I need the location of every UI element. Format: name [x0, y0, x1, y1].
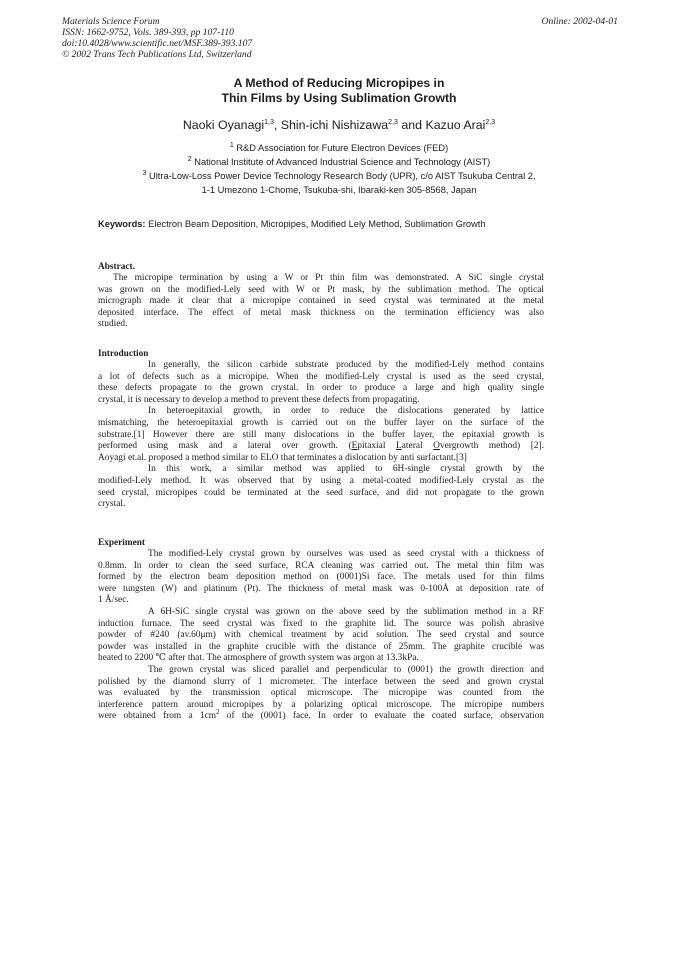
intro-line: Aoyagi et.al. proposed a method similar to ELO that terminates a dislocation by anti surfactant.[3]: [98, 452, 467, 463]
experiment-heading: Experiment: [98, 538, 145, 548]
author-list: Naoki Oyanagi$^{1,3}$, Shin-ichi Nishizawa$^{2,3}$ and Kazuo Arai$^{2,3}$: [182, 118, 496, 132]
intro-line: In this work, a similar method was applied to 6H-single crystal growth by the: [148, 464, 544, 475]
intro-elo-pre: performed using mask and a lateral over growth. (: [98, 441, 352, 452]
author-2-affil: 2,3: [388, 118, 398, 126]
affiliation-2-text: National Institute of Advanced Industrial Science and Technology (AIST): [194, 157, 491, 167]
experiment-line: [98, 708, 544, 723]
paper-title: [0, 76, 678, 106]
experiment-area-post: of the (0001) face. In order to evaluate the coated surface, observation: [219, 711, 544, 722]
intro-line: crystal, it is necessary to develop a method to prevent these defects from propagating.: [98, 394, 420, 405]
abstract-body: [98, 273, 544, 331]
affiliation-1-text: R&D Association for Future Electron Devices (FED): [236, 143, 449, 153]
author-1: Naoki Oyanagi: [182, 118, 265, 132]
author-1-affil: 1,3: [264, 118, 274, 126]
affiliation-2: [80, 155, 598, 169]
experiment-line: powder of #240 (av.60μm) with chemical treatment by acid solution. The seed crystal and source: [98, 630, 544, 641]
experiment-line: A 6H-SiC single crystal was grown on the above seed by the sublimation method in a RF: [148, 606, 544, 617]
affiliation-3: [80, 169, 598, 183]
intro-line: In generally, the silicon carbide substrate produced by the modified-Lely method contains: [148, 360, 544, 370]
title-line-2: Thin Films by Using Sublimation Growth: [221, 91, 457, 105]
intro-elo-post: vergrowth method) [2].: [439, 441, 544, 452]
intro-line: a lot of defects such as a micropipe. When the modified-Lely crystal is used as the seed crystal,: [98, 371, 544, 382]
author-3-affil: 2,3: [485, 118, 496, 126]
experiment-body: [98, 549, 544, 723]
experiment-line: was evaluated by the transmission optical microscope. The micropipe was counted from the: [98, 688, 544, 699]
keywords-label: Keywords:: [98, 219, 146, 229]
intro-line: modified-Lely method. It was observed that by using a metal-coated modified-Lely crystal as the: [98, 475, 544, 486]
abstract-line: was grown on the modified-Lely seed with W or Pt mask, by the sublimation method. The optical: [98, 284, 544, 295]
journal-name: Materials Science Forum: [62, 16, 160, 27]
affiliation-3-cont: 1-1 Umezono 1-Chome, Tsukuba-shi, Ibaraki-ken 305-8568, Japan: [201, 185, 477, 195]
experiment-line: polished by the diamond slurry of 1 micrometer. The interface between the seed and grown crystal: [98, 676, 544, 687]
experiment-line: The grown crystal was sliced parallel and perpendicular to (0001) the growth direction and: [148, 664, 544, 675]
introduction-body: [98, 360, 544, 511]
intro-elo-l: L: [396, 441, 402, 452]
intro-line: crystal.: [98, 499, 126, 510]
intro-elo-epitaxial: pitaxial: [357, 441, 397, 452]
introduction-heading: Introduction: [98, 349, 149, 359]
intro-elo-o: O: [433, 441, 440, 452]
keywords-text: Electron Beam Deposition, Micropipes, Modified Lely Method, Sublimation Growth: [148, 219, 486, 229]
online-date: Online: 2002-04-01: [541, 16, 618, 27]
author-conjunction: and: [401, 118, 423, 132]
author-2: Shin-ichi Nishizawa: [280, 118, 389, 132]
title-line-1: A Method of Reducing Micropipes in: [233, 76, 445, 90]
experiment-line: were tungsten (W) and platinum (Pt). The thickness of metal mask was 0-100Å at deposition rate of: [98, 583, 544, 594]
experiment-line: formed by the electron beam deposition method on (0001)Si face. The metals used for thin films: [98, 572, 544, 583]
intro-elo-e: E: [351, 441, 358, 452]
author-3: Kazuo Arai: [425, 118, 486, 132]
issn-line: ISSN: 1662-9752, Vols. 389-393, pp 107-110: [62, 27, 234, 38]
keywords: [98, 218, 578, 230]
doi-line[interactable]: doi:10.4028/www.scientific.net/MSF.389-393.107: [62, 38, 253, 49]
abstract-heading: Abstract.: [98, 262, 135, 272]
affiliations: [80, 141, 598, 197]
intro-line: substrate.[1] However there are still many dislocations in the buffer layer, the epitaxial growth is: [98, 429, 544, 440]
abstract-line: studied.: [98, 319, 128, 330]
experiment-line: heated to 2200 ℃ after that. The atmosphere of growth system was argon at 13.3kPa.: [98, 653, 419, 664]
affiliation-3-text-1: Ultra-Low-Loss Power Device Technology Research Body (UPR), c/o AIST Tsukuba Central 2,: [148, 171, 536, 181]
abstract-line: deposited interface. The effect of metal mask thickness on the termination efficiency was also: [98, 307, 544, 318]
affiliation-2-number: 2: [187, 155, 192, 163]
experiment-line: induction furnace. The seed crystal was fixed to the graphite lid. The source was polish abrasive: [98, 618, 544, 629]
affiliation-3-number: 3: [142, 169, 147, 177]
intro-line: [98, 441, 544, 453]
affiliation-1-number: 1: [229, 141, 234, 149]
experiment-line: The modified-Lely crystal grown by ourselves was used as seed crystal with a thickness of: [148, 549, 544, 559]
abstract-line: The micropipe termination by using a W or Pt thin film was demonstrated. A SiC single crystal: [113, 273, 544, 283]
copyright-line: © 2002 Trans Tech Publications Ltd, Switzerland: [62, 49, 252, 60]
intro-line: seed crystal, micropipes could be terminated at the seed surface, and did not propagate to the grown: [98, 487, 544, 498]
experiment-area-pre: were obtained from a 1cm: [98, 711, 217, 722]
intro-line: mismatching, the heteroepitaxial growth is carried out on the buffer layer on the surface of the: [98, 417, 544, 428]
experiment-line: 1 Å/sec.: [98, 595, 129, 606]
experiment-area-sup: 2: [216, 708, 220, 717]
intro-line: In heteroepitaxial growth, in order to reduce the dislocations generated by lattice: [148, 406, 544, 417]
experiment-line: powder was installed in the graphite crucible with the distance of 25mm. The graphite crucible was: [98, 641, 544, 652]
abstract-line: micrograph made it clear that a micropipe contained in seed crystal was terminated at the metal: [98, 296, 544, 307]
running-header: [62, 16, 382, 60]
experiment-line: interference pattern around micropipes by a polarizing optical microscope. The micropipe numbers: [98, 699, 544, 710]
intro-elo-lateral: ateral: [401, 441, 434, 452]
experiment-line: 0.8mm. In order to clean the seed surface, RCA cleaning was carried out. The metal thin film was: [98, 560, 544, 571]
affiliation-1: [80, 141, 598, 155]
intro-line: these defects propagate to the grown crystal. In order to produce a large and high quality single: [98, 383, 544, 394]
